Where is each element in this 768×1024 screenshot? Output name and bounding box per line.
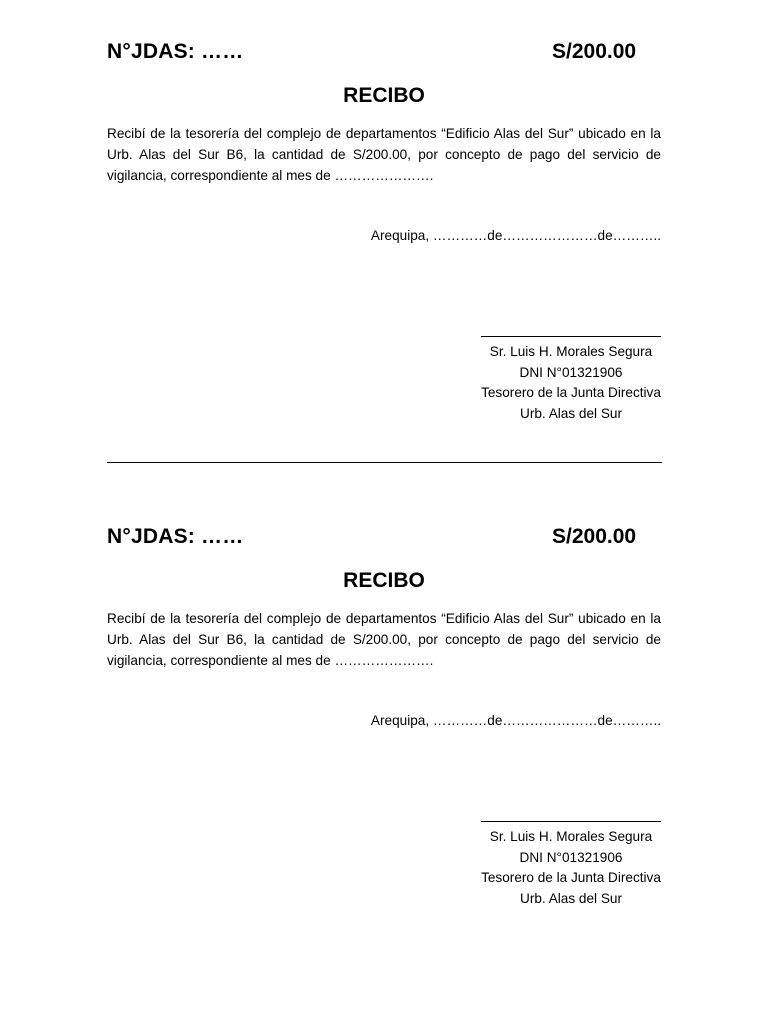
signer-position: Tesorero de la Junta Directiva (481, 385, 661, 400)
receipt-title: RECIBO (343, 569, 425, 592)
receipt-1 (0, 0, 768, 470)
receipt-body-text: Recibí de la tesorería del complejo de departamentos “Edificio Alas del Sur” ubicado en la Urb. Alas del Sur B6, la cantidad de S/200.00, por concepto de pago del servicio de vigilancia, correspondiente al mes de …………………. (107, 126, 661, 183)
receipt-title: RECIBO (343, 84, 425, 107)
receipt-2 (0, 485, 768, 955)
signer-location: Urb. Alas del Sur (520, 890, 622, 906)
signer-name: Sr. Luis H. Morales Segura (489, 344, 653, 359)
signer-location: Urb. Alas del Sur (520, 405, 622, 421)
receipt-date-line: Arequipa, …………de…………………de……….. (370, 713, 661, 728)
signature-line (481, 821, 661, 822)
signer-position: Tesorero de la Junta Directiva (481, 870, 661, 885)
signer-name: Sr. Luis H. Morales Segura (489, 829, 653, 844)
receipt-date-line: Arequipa, …………de…………………de……….. (370, 228, 661, 243)
receipt-separator (107, 462, 662, 463)
signature-block (481, 805, 661, 909)
receipt-number: N°JDAS: …… (107, 40, 244, 63)
receipt-amount: S/200.00 (552, 525, 637, 548)
signature-line (481, 336, 661, 337)
signer-dni: DNI N°01321906 (519, 849, 623, 865)
receipt-body-text: Recibí de la tesorería del complejo de departamentos “Edificio Alas del Sur” ubicado en la Urb. Alas del Sur B6, la cantidad de S/200.00, por concepto de pago del servicio de vigilancia, correspondiente al mes de …………………. (107, 611, 661, 668)
signature-block (481, 320, 661, 424)
receipt-number: N°JDAS: …… (107, 525, 244, 548)
signer-dni: DNI N°01321906 (519, 364, 623, 380)
receipt-amount: S/200.00 (552, 40, 637, 63)
